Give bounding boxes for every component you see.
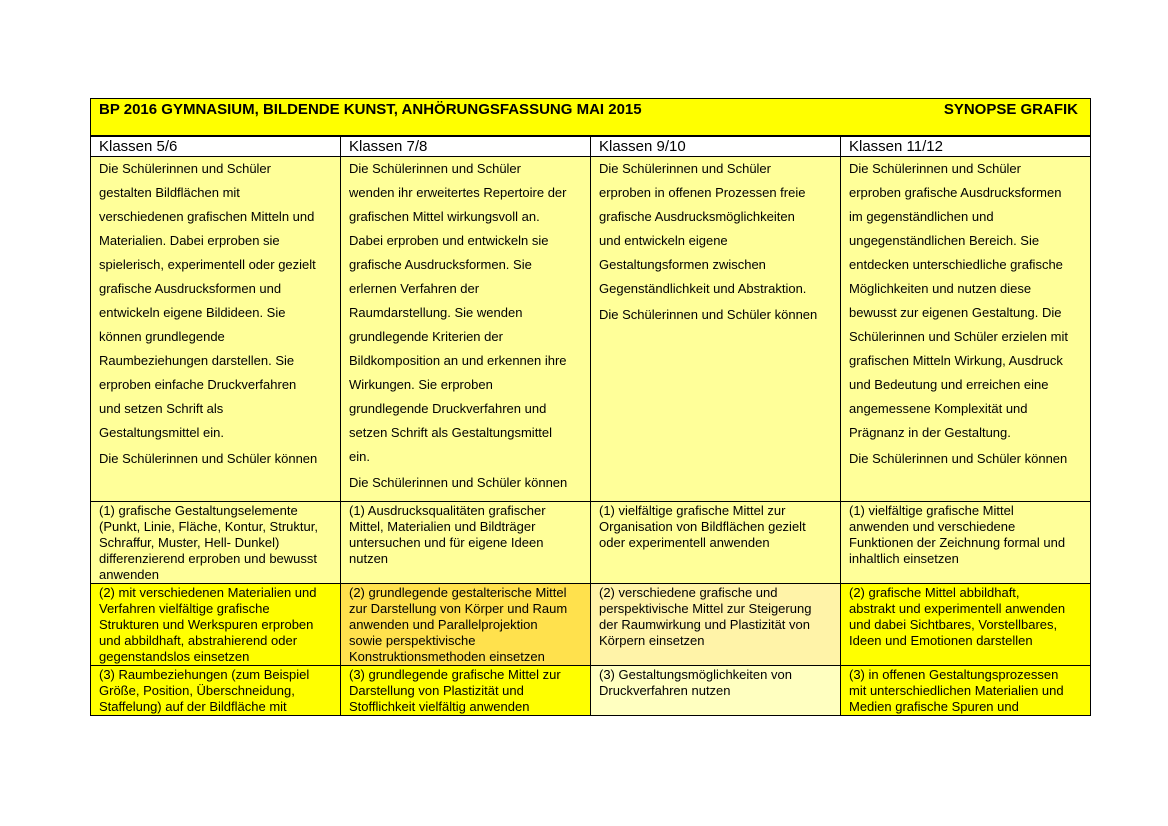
synopsis-sheet bbox=[90, 98, 1091, 716]
text-line: Funktionen der Zeichnung formal und bbox=[849, 535, 1066, 550]
text-line: (3) Raumbeziehungen (zum Beispiel bbox=[99, 667, 310, 682]
intro-cell-5-6 bbox=[91, 157, 341, 502]
text-line: verschiedenen grafischen Mitteln und bbox=[99, 209, 315, 224]
text-line: (2) grafische Mittel abbildhaft, bbox=[849, 585, 1020, 600]
text-line: der Raumwirkung und Plastizität von bbox=[599, 617, 810, 632]
intro-closing: Die Schülerinnen und Schüler können bbox=[599, 307, 818, 322]
competency-cell bbox=[591, 666, 841, 716]
text-line: Verfahren vielfältige grafische bbox=[99, 601, 270, 616]
text-line: bewusst zur eigenen Gestaltung. Die bbox=[849, 305, 1062, 320]
text-line: differenzierend erproben und bewusst bbox=[99, 551, 318, 566]
document-title: BP 2016 GYMNASIUM, BILDENDE KUNST, ANHÖRUNGSFASSUNG MAI 2015 bbox=[99, 101, 642, 118]
text-line: Wirkungen. Sie erproben bbox=[349, 377, 493, 392]
competency-row-3 bbox=[91, 666, 1091, 716]
text-line: oder experimentell anwenden bbox=[599, 535, 770, 550]
competency-row-1 bbox=[91, 502, 1091, 584]
text-line: grafischen Mitteln Wirkung, Ausdruck bbox=[849, 353, 1063, 368]
text-line: Die Schülerinnen und Schüler bbox=[349, 161, 521, 176]
column-header-11-12: Klassen 11/12 bbox=[841, 137, 1091, 157]
text-line: Konstruktionsmethoden einsetzen bbox=[349, 649, 545, 664]
competency-cell bbox=[341, 666, 591, 716]
intro-closing: Die Schülerinnen und Schüler können bbox=[849, 451, 1068, 466]
text-line: können grundlegende bbox=[99, 329, 225, 344]
text-line: Größe, Position, Überschneidung, bbox=[99, 683, 295, 698]
text-line: im gegenständlichen und bbox=[849, 209, 994, 224]
text-line: (3) in offenen Gestaltungsprozessen bbox=[849, 667, 1059, 682]
text-line: und Bedeutung und erreichen eine bbox=[849, 377, 1049, 392]
text-line: Gegenständlichkeit und Abstraktion. bbox=[599, 281, 807, 296]
text-line: Schraffur, Muster, Hell- Dunkel) bbox=[99, 535, 280, 550]
text-line: Staffelung) auf der Bildfläche mit bbox=[99, 699, 287, 714]
text-line: ungegenständlichen Bereich. Sie bbox=[849, 233, 1040, 248]
competency-cell bbox=[91, 666, 341, 716]
text-line: Medien grafische Spuren und bbox=[849, 699, 1019, 714]
competency-cell bbox=[91, 584, 341, 666]
text-line: Materialien. Dabei erproben sie bbox=[99, 233, 280, 248]
text-line: gegenstandslos einsetzen bbox=[99, 649, 250, 664]
text-line: entwickeln eigene Bildideen. Sie bbox=[99, 305, 286, 320]
title-bar bbox=[90, 98, 1091, 136]
text-line: und setzen Schrift als bbox=[99, 401, 224, 416]
text-line: und abbildhaft, abstrahierend oder bbox=[99, 633, 298, 648]
competency-cell bbox=[841, 502, 1091, 584]
competency-cell bbox=[341, 502, 591, 584]
text-line: (2) verschiedene grafische und bbox=[599, 585, 778, 600]
text-line: Druckverfahren nutzen bbox=[599, 683, 731, 698]
text-line: perspektivische Mittel zur Steigerung bbox=[599, 601, 812, 616]
text-line: Dabei erproben und entwickeln sie bbox=[349, 233, 549, 248]
text-line: (1) vielfältige grafische Mittel bbox=[849, 503, 1014, 518]
competency-cell bbox=[91, 502, 341, 584]
text-line: grafischen Mittel wirkungsvoll an. bbox=[349, 209, 540, 224]
text-line: ein. bbox=[349, 449, 370, 464]
text-line: gestalten Bildflächen mit bbox=[99, 185, 240, 200]
intro-cell-11-12 bbox=[841, 157, 1091, 502]
text-line: untersuchen und für eigene Ideen bbox=[349, 535, 544, 550]
text-line: erproben einfache Druckverfahren bbox=[99, 377, 297, 392]
column-header-5-6: Klassen 5/6 bbox=[91, 137, 341, 157]
text-line: angemessene Komplexität und bbox=[849, 401, 1028, 416]
text-line: (2) mit verschiedenen Materialien und bbox=[99, 585, 317, 600]
text-line: entdecken unterschiedliche grafische bbox=[849, 257, 1063, 272]
text-line: erproben in offenen Prozessen freie bbox=[599, 185, 806, 200]
intro-text bbox=[99, 157, 336, 445]
text-line: erproben grafische Ausdrucksformen bbox=[849, 185, 1062, 200]
text-line: Ideen und Emotionen darstellen bbox=[849, 633, 1033, 648]
text-line: Bildkomposition an und erkennen ihre bbox=[349, 353, 567, 368]
text-line: wenden ihr erweitertes Repertoire der bbox=[349, 185, 567, 200]
text-line: setzen Schrift als Gestaltungsmittel bbox=[349, 425, 553, 440]
text-line: (3) grundlegende grafische Mittel zur bbox=[349, 667, 561, 682]
text-line: grafische Ausdrucksformen. Sie bbox=[349, 257, 532, 272]
column-header-9-10: Klassen 9/10 bbox=[591, 137, 841, 157]
text-line: Die Schülerinnen und Schüler bbox=[599, 161, 771, 176]
text-line: und entwickeln eigene bbox=[599, 233, 728, 248]
synopsis-table bbox=[90, 136, 1091, 716]
text-line: Die Schülerinnen und Schüler bbox=[99, 161, 271, 176]
text-line: anwenden und verschiedene bbox=[849, 519, 1016, 534]
text-line: Gestaltungsmittel ein. bbox=[99, 425, 225, 440]
document-subtitle: SYNOPSE GRAFIK bbox=[943, 101, 1078, 118]
text-line: mit unterschiedlichen Materialien und bbox=[849, 683, 1064, 698]
intro-text bbox=[599, 157, 836, 301]
text-line: (3) Gestaltungsmöglichkeiten von bbox=[599, 667, 792, 682]
text-line: erlernen Verfahren der bbox=[349, 281, 480, 296]
intro-row bbox=[91, 157, 1091, 502]
text-line: grundlegende Druckverfahren und bbox=[349, 401, 547, 416]
text-line: Stofflichkeit vielfältig anwenden bbox=[349, 699, 530, 714]
text-line: Die Schülerinnen und Schüler bbox=[849, 161, 1021, 176]
text-line: Darstellung von Plastizität und bbox=[349, 683, 524, 698]
text-line: Gestaltungsformen zwischen bbox=[599, 257, 766, 272]
text-line: (2) grundlegende gestalterische Mittel bbox=[349, 585, 567, 600]
competency-cell bbox=[591, 502, 841, 584]
text-line: sowie perspektivische bbox=[349, 633, 476, 648]
text-line: Schülerinnen und Schüler erzielen mit bbox=[849, 329, 1068, 344]
text-line: Raumdarstellung. Sie wenden bbox=[349, 305, 523, 320]
text-line: grafische Ausdrucksmöglichkeiten bbox=[599, 209, 795, 224]
text-line: abstrakt und experimentell anwenden bbox=[849, 601, 1066, 616]
text-line: zur Darstellung von Körper und Raum bbox=[349, 601, 568, 616]
text-line: und dabei Sichtbares, Vorstellbares, bbox=[849, 617, 1058, 632]
text-line: inhaltlich einsetzen bbox=[849, 551, 959, 566]
text-line: Möglichkeiten und nutzen diese bbox=[849, 281, 1032, 296]
intro-text bbox=[349, 157, 586, 469]
text-line: Organisation von Bildflächen gezielt bbox=[599, 519, 806, 534]
competency-row-2 bbox=[91, 584, 1091, 666]
competency-cell bbox=[841, 584, 1091, 666]
text-line: Körpern einsetzen bbox=[599, 633, 705, 648]
text-line: Raumbeziehungen darstellen. Sie bbox=[99, 353, 295, 368]
text-line: (1) Ausdrucksqualitäten grafischer bbox=[349, 503, 546, 518]
competency-cell bbox=[591, 584, 841, 666]
competency-cell bbox=[841, 666, 1091, 716]
text-line: (1) vielfältige grafische Mittel zur bbox=[599, 503, 786, 518]
text-line: grundlegende Kriterien der bbox=[349, 329, 503, 344]
text-line: anwenden bbox=[99, 567, 159, 582]
text-line: anwenden und Parallelprojektion bbox=[349, 617, 538, 632]
text-line: nutzen bbox=[349, 551, 389, 566]
column-header-7-8: Klassen 7/8 bbox=[341, 137, 591, 157]
intro-closing: Die Schülerinnen und Schüler können bbox=[99, 451, 318, 466]
text-line: (Punkt, Linie, Fläche, Kontur, Struktur, bbox=[99, 519, 318, 534]
text-line: Prägnanz in der Gestaltung. bbox=[849, 425, 1011, 440]
intro-cell-7-8 bbox=[341, 157, 591, 502]
competency-cell bbox=[341, 584, 591, 666]
text-line: spielerisch, experimentell oder gezielt bbox=[99, 257, 316, 272]
text-line: grafische Ausdrucksformen und bbox=[99, 281, 282, 296]
text-line: (1) grafische Gestaltungselemente bbox=[99, 503, 298, 518]
text-line: Strukturen und Werkspuren erproben bbox=[99, 617, 314, 632]
intro-closing: Die Schülerinnen und Schüler können bbox=[349, 475, 568, 490]
header-row bbox=[91, 137, 1091, 157]
intro-text bbox=[849, 157, 1086, 445]
intro-cell-9-10 bbox=[591, 157, 841, 502]
text-line: Mittel, Materialien und Bildträger bbox=[349, 519, 536, 534]
